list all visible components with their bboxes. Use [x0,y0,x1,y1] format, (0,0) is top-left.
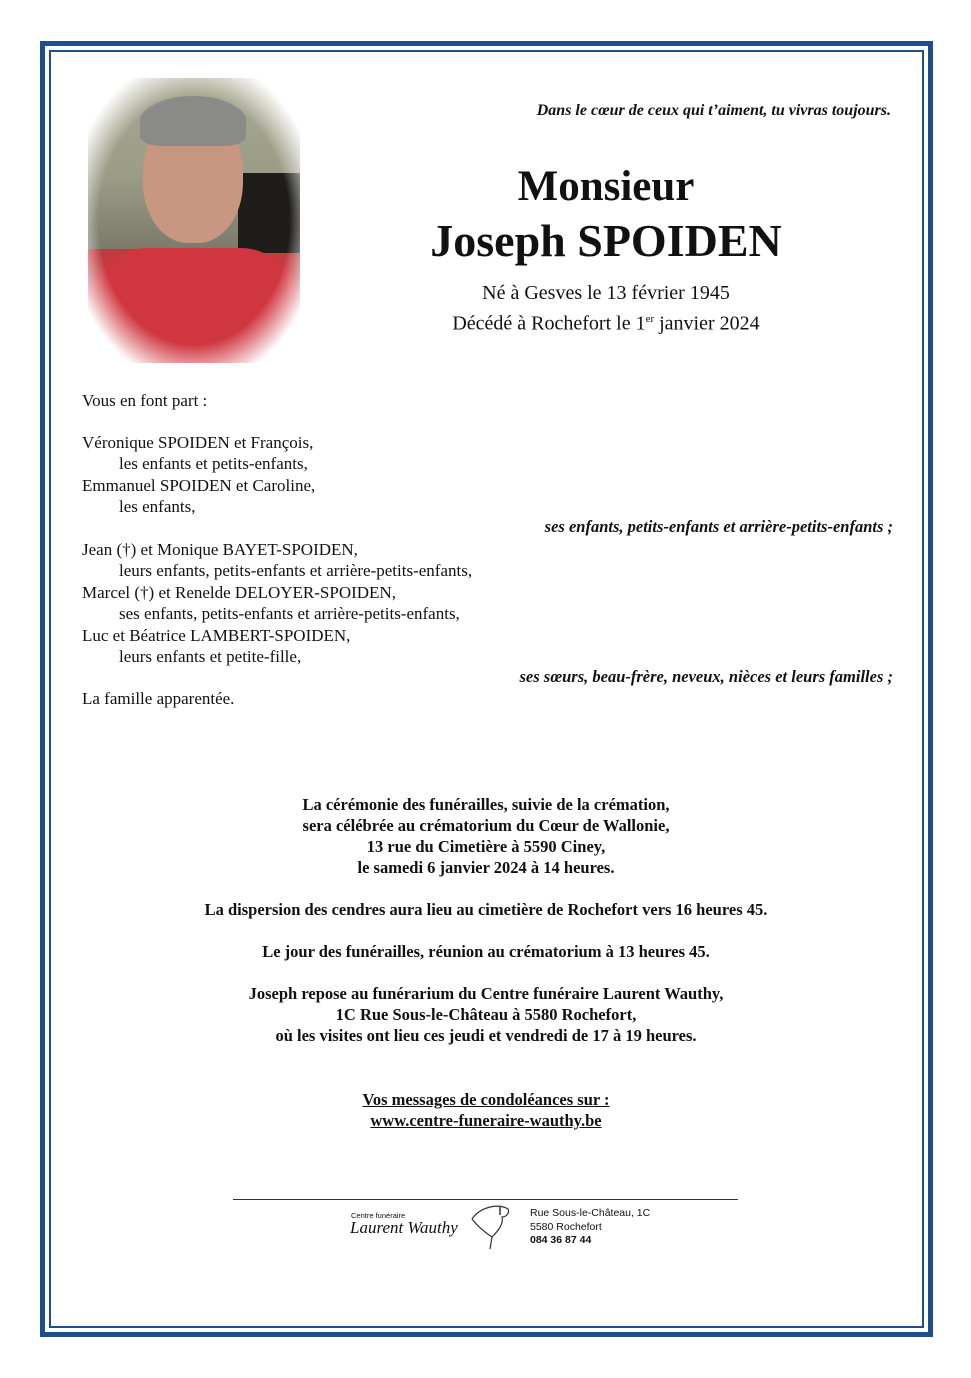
deceased-name: Joseph SPOIDEN [430,215,782,266]
calla-lily-icon [470,1203,515,1251]
visits-line: Joseph repose au funérarium du Centre funéraire Laurent Wauthy, [248,984,724,1003]
condolences-label[interactable]: Vos messages de condoléances sur : [362,1090,610,1109]
visits-info [60,983,912,1046]
ceremony-info [60,794,912,878]
death-prefix: Décédé à Rochefort le 1 [452,312,646,335]
intro: Vous en font part : [82,391,208,410]
birth-line: Né à Gesves le 13 février 1945 [482,282,730,304]
visits-line: où les visites ont lieu ces jeudi et vendredi de 17 à 19 heures. [275,1026,697,1045]
ceremony-line: 13 rue du Cimetière à 5590 Ciney, [366,837,606,856]
condolences-link[interactable]: www.centre-funeraire-wauthy.be [370,1111,602,1130]
family-line: La famille apparentée. [82,689,235,708]
address-city: 5580 Rochefort [530,1220,602,1233]
family-line: les enfants et petits-enfants, [119,454,308,474]
family-summary-children: ses enfants, petits-enfants et arrière-petits-enfants ; [544,517,893,536]
family-line: Emmanuel SPOIDEN et Caroline, [82,475,316,495]
portrait-photo [88,78,300,363]
death-sup: er [645,313,655,325]
funeral-home-logo: Centre funéraire Laurent Wauthy [345,1203,665,1251]
dates [400,280,812,337]
visits-line: 1C Rue Sous-le-Château à 5580 Rochefort, [335,1005,637,1024]
death-line [400,306,812,337]
ceremony-line: le samedi 6 janvier 2024 à 14 heures. [357,858,615,877]
family-line: Marcel (†) et Renelde DELOYER-SPOIDEN, [82,582,396,602]
dispersion-info: La dispersion des cendres aura lieu au cimetière de Rochefort vers 16 heures 45. [204,900,768,919]
family-line: leurs enfants, petits-enfants et arrière-petits-enfants, [119,561,473,581]
phone: 084 36 87 44 [530,1234,592,1246]
ceremony-line: sera célébrée au crématorium du Cœur de Wallonie, [302,816,670,835]
title-civility: Monsieur [517,163,695,210]
address-line: Rue Sous-le-Château, 1C [530,1207,651,1219]
footer-divider [233,1199,738,1200]
family-line: Jean (†) et Monique BAYET-SPOIDEN, [82,540,358,559]
meeting-info: Le jour des funérailles, réunion au crématorium à 13 heures 45. [262,942,710,961]
family-line: Véronique SPOIDEN et François, [82,433,314,452]
family-summary-siblings: ses sœurs, beau-frère, neveux, nièces et leurs familles ; [519,667,893,686]
death-suffix: janvier 2024 [654,312,760,335]
memorial-quote: Dans le cœur de ceux qui t’aiment, tu vivras toujours. [536,102,891,119]
family-line: ses enfants, petits-enfants et arrière-petits-enfants, [119,604,460,624]
family-line: les enfants, [119,497,196,517]
funeral-home-address [530,1207,650,1248]
condolences [60,1089,912,1131]
family-line: leurs enfants et petite-fille, [119,647,302,667]
family-block-1 [82,432,315,518]
ceremony-line: La cérémonie des funérailles, suivie de la crémation, [302,795,670,814]
family-block-2 [82,539,472,667]
family-line: Luc et Béatrice LAMBERT-SPOIDEN, [82,625,351,645]
